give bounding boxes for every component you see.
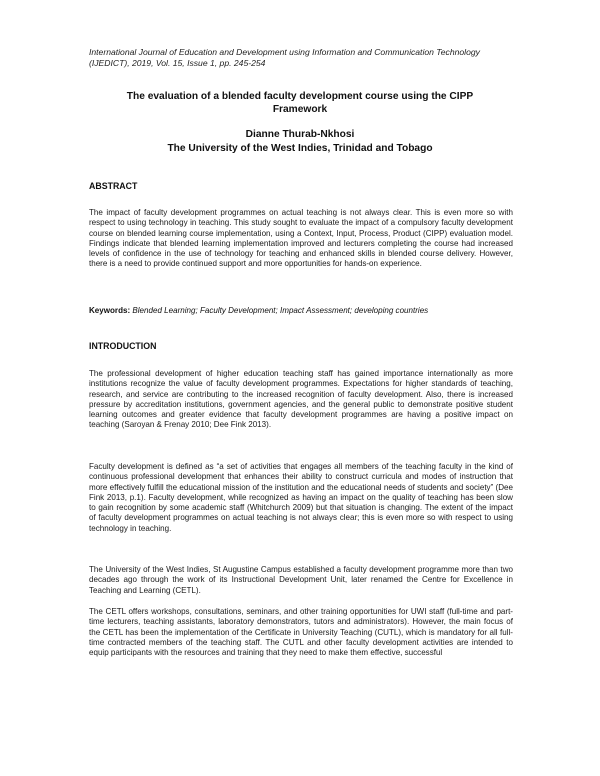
introduction-heading: INTRODUCTION bbox=[89, 341, 157, 351]
keywords-label: Keywords: bbox=[89, 306, 131, 315]
author-name: Dianne Thurab-Nkhosi bbox=[245, 129, 355, 140]
journal-citation bbox=[89, 47, 529, 68]
author-affiliation: The University of the West Indies, Trinidad and Tobago bbox=[167, 142, 433, 154]
intro-paragraph-1: The professional development of higher education teaching staff has gained importance internationally as more institutions recognize the value of faculty development programmes. Expectations for higher standards of teaching, research, and service are contributing to the increased recognition of faculty development. Also, there is increased pressure by accreditation institutions, government agencies, and the general public to demonstrate positive student learning outcomes and greater evidence that faculty development programmes are having a positive impact on teaching (Saroyan & Frenay 2010; Dee Fink 2013). bbox=[89, 369, 513, 430]
journal-name: International Journal of Education and Development using Information and Communication Technology bbox=[89, 47, 480, 57]
abstract-text: The impact of faculty development programmes on actual teaching is not always clear. This is even more so with respect to using technology in teaching. This study sought to evaluate the impact of a compulsory faculty development course on blended learning course implementation, using a Context, Input, Process, Product (CIPP) evaluation model. Findings indicate that blended learning implementation improved and lecturers completing the course had increased levels of confidence in the use of technology for teaching and enhanced skills in blended course delivery. However, there is a need to provide continued support and more opportunities for hands-on experience. bbox=[89, 208, 513, 269]
journal-issue: (IJEDICT), 2019, Vol. 15, Issue 1, pp. 245-254 bbox=[89, 57, 266, 68]
keywords-text: Blended Learning; Faculty Development; Impact Assessment; developing countries bbox=[132, 306, 429, 315]
author-block bbox=[70, 128, 530, 155]
abstract-heading: ABSTRACT bbox=[89, 181, 138, 191]
paper-title bbox=[70, 91, 530, 116]
intro-paragraph-3: The University of the West Indies, St Augustine Campus established a faculty development programme more than two decades ago through the work of its Instructional Development Unit, later renamed the Centre for Excellence in Teaching and Learning (CETL). bbox=[89, 565, 513, 595]
paper-title-line-1: The evaluation of a blended faculty development course using the CIPP bbox=[126, 91, 474, 102]
keywords bbox=[89, 306, 519, 316]
intro-paragraph-2: Faculty development is defined as “a set of activities that engages all members of the teaching faculty in the kind of continuous professional development that enhances their ability to construct curricula and modes of instruction that more effectively fulfill the educational mission of the institution and the educational needs of students and society” (Dee Fink 2013, p.1). Faculty development, while recognized as having an impact on the quality of teaching has been slow to gain recognition by some academic staff (Whitchurch 2009) but that situation is changing. The extent of the impact of faculty development programmes on actual teaching is not always clear; this is even more so with respect to using technology in teaching. bbox=[89, 462, 513, 533]
intro-paragraph-4: The CETL offers workshops, consultations, seminars, and other training opportunities for UWI staff (full-time and part-time lecturers, teaching assistants, laboratory demonstrators, tutors and administrators). However, the main focus of the CETL has been the implementation of the Certificate in University Teaching (CUTL), which is mandatory for all full-time contracted members of the teaching staff. The CUTL and other faculty development activities are intended to equip participants with the resources and training that they need to make them effective, successful bbox=[89, 607, 513, 657]
paper-title-line-2: Framework bbox=[272, 103, 328, 115]
